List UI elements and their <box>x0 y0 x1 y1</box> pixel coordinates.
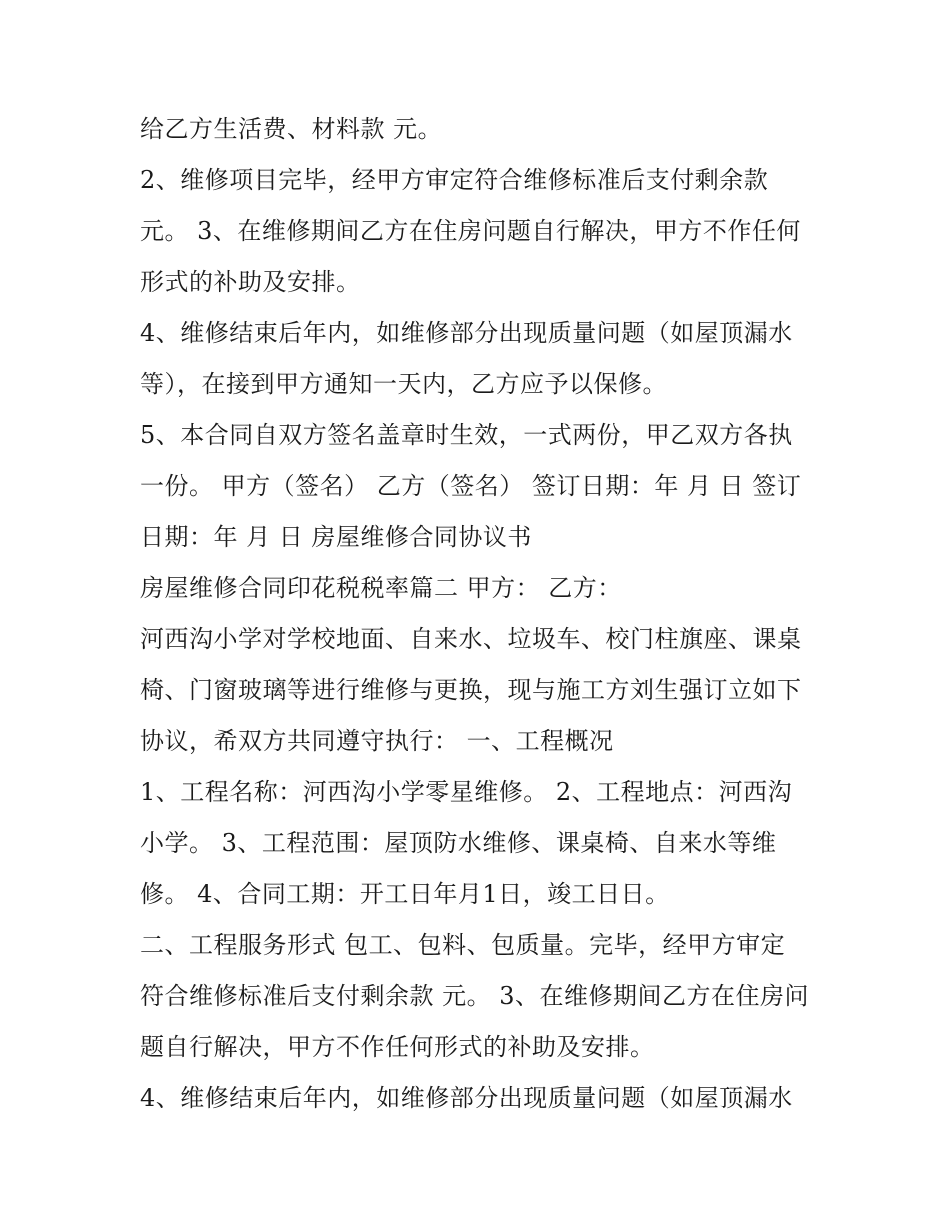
text-line: 给乙方生活费、材料款 元。 <box>140 115 443 143</box>
text-line: 4、维修结束后年内，如维修部分出现质量问题（如屋顶漏水 <box>140 319 793 347</box>
text-line: 形式的补助及安排。 <box>140 268 361 296</box>
text-line: 河西沟小学对学校地面、自来水、垃圾车、校门柱旗座、课桌 <box>140 625 802 653</box>
document-body <box>140 104 820 1124</box>
text-line: 小学。 3、工程范围：屋顶防水维修、课桌椅、自来水等维 <box>140 829 777 857</box>
text-line: 2、维修项目完毕，经甲方审定符合维修标准后支付剩余款 <box>140 166 769 194</box>
text-line: 元。 3、在维修期间乙方在住房问题自行解决，甲方不作任何 <box>140 217 801 245</box>
text-line: 一份。 甲方（签名） 乙方（签名） 签订日期：年 月 日 签订 <box>140 472 802 500</box>
text-line: 5、本合同自双方签名盖章时生效，一式两份，甲乙双方各执 <box>140 421 793 449</box>
text-line: 协议，希双方共同遵守执行： 一、工程概况 <box>140 727 614 755</box>
text-line: 日期：年 月 日 房屋维修合同协议书 <box>140 523 532 551</box>
text-line: 二、工程服务形式 包工、包料、包质量。完毕，经甲方审定 <box>140 931 786 959</box>
text-line: 1、工程名称：河西沟小学零星维修。 2、工程地点：河西沟 <box>140 778 793 806</box>
text-line: 修。 4、合同工期：开工日年月1日，竣工日日。 <box>140 880 670 908</box>
text-line: 题自行解决，甲方不作任何形式的补助及安排。 <box>140 1033 655 1061</box>
text-line: 4、维修结束后年内，如维修部分出现质量问题（如屋顶漏水 <box>140 1084 793 1112</box>
section-heading-line: 房屋维修合同印花税税率篇二 甲方： 乙方： <box>140 574 622 602</box>
text-line: 等），在接到甲方通知一天内，乙方应予以保修。 <box>140 370 667 398</box>
text-line: 符合维修标准后支付剩余款 元。 3、在维修期间乙方在住房问 <box>140 982 810 1010</box>
text-line: 椅、门窗玻璃等进行维修与更换，现与施工方刘生强订立如下 <box>140 676 802 704</box>
